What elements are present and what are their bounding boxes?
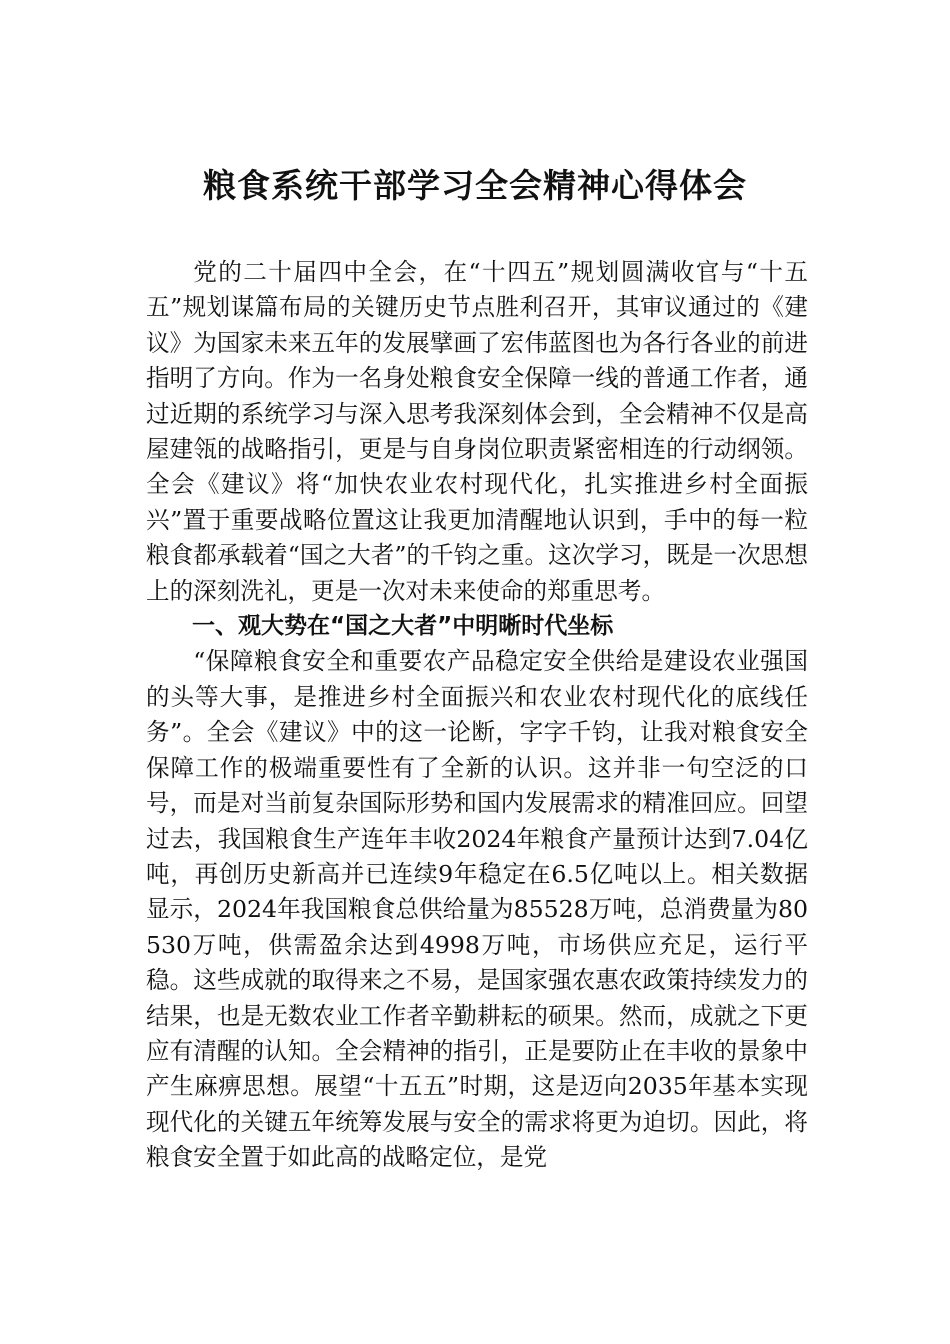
document-title: 粮食系统干部学习全会精神心得体会	[203, 166, 747, 205]
section-1-paragraph: “保障粮食安全和重要农产品稳定安全供给是建设农业强国的头等大事，是推进乡村全面振兴和农业农村现代化的底线任务”。全会《建议》中的这一论断，字字千钧，让我对粮食安全保障工作的极端重要性有了全新的认识。这并非一句空泛的口号，而是对当前复杂国际形势和国内发展需求的精准回应。回望过去，我国粮食生产连年丰收2024年粮食产量预计达到7.04亿吨，再创历史新高并已连续9年稳定在6.5亿吨以上。相关数据显示，2024年我国粮食总供给量为85528万吨，总消费量为80530万吨，供需盈余达到4998万吨，市场供应充足，运行平稳。这些成就的取得来之不易，是国家强农惠农政策持续发力的结果，也是无数农业工作者辛勤耕耘的硕果。然而，成就之下更应有清醒的认知。全会精神的指引，正是要防止在丰收的景象中产生麻痹思想。展望“十五五”时期，这是迈向2035年基本实现现代化的关键五年统筹发展与安全的需求将更为迫切。因此，将粮食安全置于如此高的战略定位，是党	[146, 647, 808, 1172]
section-1-heading: 一、观大势在“国之大者”中明晰时代坐标	[192, 613, 614, 640]
intro-paragraph: 党的二十届四中全会，在“十四五”规划圆满收官与“十五五”规划谋篇布局的关键历史节点胜利召开，其审议通过的《建议》为国家未来五年的发展擘画了宏伟蓝图也为各行各业的前进指明了方向。作为一名身处粮食安全保障一线的普通工作者，通过近期的系统学习与深入思考我深刻体会到，全会精神不仅是高屋建瓴的战略指引，更是与自身岗位职责紧密相连的行动纲领。全会《建议》将“加快农业农村现代化，扎实推进乡村全面振兴”置于重要战略位置这让我更加清醒地认识到，手中的每一粒粮食都承载着“国之大者”的千钧之重。这次学习，既是一次思想上的深刻洗礼，更是一次对未来使命的郑重思考。	[146, 258, 808, 605]
document-body	[146, 255, 808, 1176]
